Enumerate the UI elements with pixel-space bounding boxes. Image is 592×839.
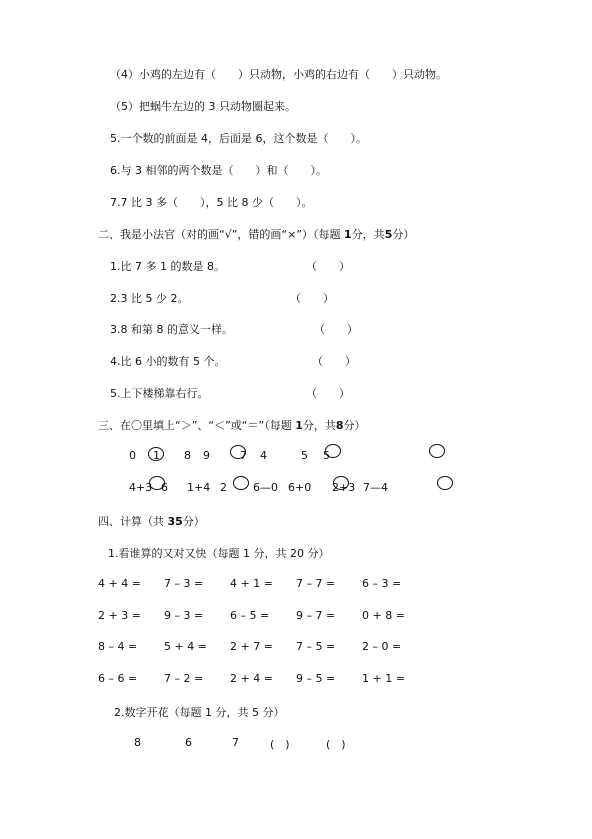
judge-item-1: 1.比 7 多 1 的数是 8。 bbox=[110, 260, 225, 273]
section2-heading-score: 1 bbox=[344, 228, 352, 241]
section2-heading bbox=[98, 226, 414, 242]
calc-r3-c1: 8 – 4 = bbox=[98, 640, 138, 653]
section2-heading-mid: 分，共 bbox=[351, 228, 385, 241]
section2-heading-total: 5 bbox=[384, 228, 393, 241]
compare-r2-circle-2[interactable] bbox=[233, 476, 249, 490]
section4-heading-suffix: 分） bbox=[182, 515, 205, 528]
calc-r3-c2: 5 + 4 = bbox=[164, 640, 207, 653]
flower-blank-2[interactable]: ( ) bbox=[326, 738, 346, 751]
calc-r1-c3: 4 + 1 = bbox=[230, 577, 273, 590]
judge-item-2: 2.3 比 5 少 2。 bbox=[110, 292, 189, 305]
calc-r1-c4: 7 – 7 = bbox=[296, 577, 336, 590]
compare-r2-a1: 4+3 bbox=[129, 481, 153, 494]
item-5: 5.一个数的前面是 4，后面是 6，这个数是（ ）。 bbox=[110, 132, 367, 145]
calc-r2-c3: 6 – 5 = bbox=[230, 609, 270, 622]
compare-r1-b1: 1 bbox=[153, 449, 160, 462]
calc-subheading-1: 1.看谁算的又对又快（每题 1 分，共 20 分） bbox=[108, 547, 330, 560]
judge-blank-3[interactable]: （ ） bbox=[314, 323, 358, 336]
calc-r4-c5: 1 + 1 = bbox=[362, 672, 405, 685]
calc-subheading-2: 2.数字开花（每题 1 分，共 5 分） bbox=[114, 706, 285, 719]
compare-r1-a4: 5 bbox=[301, 449, 308, 462]
section3-heading-total: 8 bbox=[335, 419, 344, 432]
item-7: 7.7 比 3 多（ ），5 比 8 少（ ）。 bbox=[110, 196, 313, 209]
section3-heading bbox=[98, 417, 366, 433]
question-5: （5）把蜗牛左边的 3 只动物圈起来。 bbox=[110, 100, 296, 113]
section3-heading-score: 1 bbox=[295, 419, 303, 432]
calc-r4-c4: 9 – 5 = bbox=[296, 672, 336, 685]
section3-heading-mid: 分，共 bbox=[302, 419, 336, 432]
judge-item-4: 4.比 6 小的数有 5 个。 bbox=[110, 355, 226, 368]
calc-r4-c1: 6 – 6 = bbox=[98, 672, 138, 685]
section3-heading-prefix: 三、在〇里填上“＞”、“＜”或“＝”（每题 bbox=[98, 419, 296, 432]
calc-r2-c2: 9 – 3 = bbox=[164, 609, 204, 622]
question-4: （4）小鸡的左边有（ ）只动物，小鸡的右边有（ ）只动物。 bbox=[110, 68, 447, 81]
compare-r1-a3: 7 bbox=[240, 449, 247, 462]
section3-heading-suffix: 分） bbox=[343, 419, 366, 432]
compare-r2-b1: 6 bbox=[161, 481, 168, 494]
section2-heading-prefix: 二、我是小法官（对的画“√”，错的画“×”）（每题 bbox=[98, 228, 345, 241]
calc-r2-c4: 9 – 7 = bbox=[296, 609, 336, 622]
calc-r2-c1: 2 + 3 = bbox=[98, 609, 141, 622]
section4-heading-total: 35 bbox=[167, 515, 183, 528]
calc-r4-c2: 7 – 2 = bbox=[164, 672, 204, 685]
judge-blank-2[interactable]: （ ） bbox=[290, 292, 334, 305]
judge-blank-4[interactable]: （ ） bbox=[312, 355, 356, 368]
compare-r2-b3: 6+0 bbox=[288, 481, 312, 494]
compare-r1-b3: 4 bbox=[260, 449, 267, 462]
calc-r3-c3: 2 + 7 = bbox=[230, 640, 273, 653]
calc-r2-c5: 0 + 8 = bbox=[362, 609, 405, 622]
item-6: 6.与 3 相邻的两个数是（ ）和（ ）。 bbox=[110, 164, 327, 177]
compare-r2-b2: 2 bbox=[220, 481, 227, 494]
compare-r2-b4: 7—4 bbox=[363, 481, 388, 494]
calc-r3-c4: 7 – 5 = bbox=[296, 640, 336, 653]
calc-r1-c5: 6 – 3 = bbox=[362, 577, 402, 590]
compare-r1-a1: 0 bbox=[129, 449, 136, 462]
section4-heading-prefix: 四、计算（共 bbox=[98, 515, 168, 528]
calc-r1-c1: 4 + 4 = bbox=[98, 577, 141, 590]
flower-number-3: 7 bbox=[232, 736, 239, 749]
compare-r2-a3: 6—0 bbox=[253, 481, 278, 494]
compare-r1-b2: 9 bbox=[203, 449, 210, 462]
judge-item-3: 3.8 和第 8 的意义一样。 bbox=[110, 323, 233, 336]
flower-blank-1[interactable]: ( ) bbox=[270, 738, 290, 751]
section2-heading-suffix: 分） bbox=[392, 228, 415, 241]
section4-heading bbox=[98, 513, 205, 529]
compare-r1-a2: 8 bbox=[184, 449, 191, 462]
calc-r4-c3: 2 + 4 = bbox=[230, 672, 273, 685]
judge-blank-5[interactable]: （ ） bbox=[306, 387, 350, 400]
compare-r1-circle-4[interactable] bbox=[429, 444, 445, 458]
flower-number-1: 8 bbox=[134, 736, 141, 749]
flower-number-2: 6 bbox=[185, 736, 192, 749]
compare-r2-a2: 1+4 bbox=[187, 481, 211, 494]
compare-r2-a4: 2+3 bbox=[332, 481, 356, 494]
compare-r2-circle-4[interactable] bbox=[437, 476, 453, 490]
compare-r1-b4: 5 bbox=[323, 449, 330, 462]
calc-r3-c5: 2 – 0 = bbox=[362, 640, 402, 653]
calc-r1-c2: 7 – 3 = bbox=[164, 577, 204, 590]
judge-blank-1[interactable]: （ ） bbox=[306, 260, 350, 273]
judge-item-5: 5.上下楼梯靠右行。 bbox=[110, 387, 209, 400]
